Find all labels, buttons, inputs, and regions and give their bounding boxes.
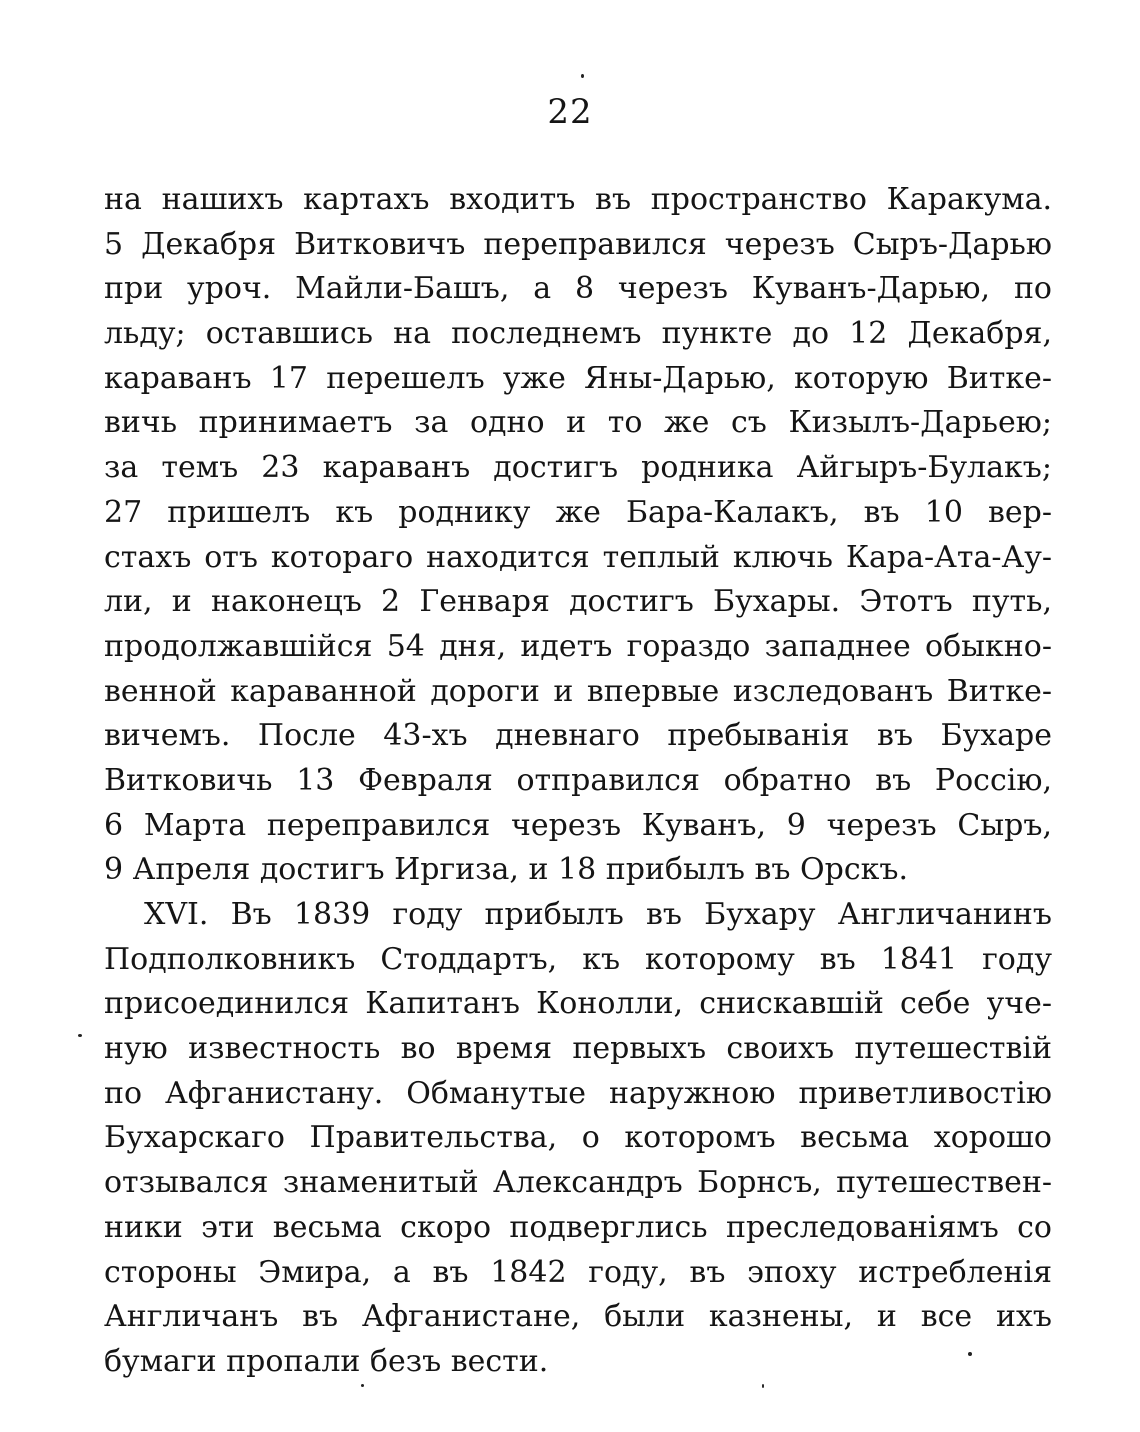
text-line: ли, и наконецъ 2 Генваря достигъ Бухары. Этотъ путь,: [104, 584, 1052, 620]
text-line: стороны Эмира, а въ 1842 году, въ эпоху истребленiя: [104, 1254, 1052, 1290]
scan-speck: [762, 1384, 764, 1388]
text-line: ники эти весьма скоро подверглись преследованiямъ со: [104, 1209, 1052, 1245]
text-line: 9 Апреля достигъ Иргиза, и 18 прибылъ въ Орскъ.: [104, 852, 909, 888]
text-line: вичь принимаетъ за одно и то же съ Кизылъ-Дарьею;: [104, 405, 1052, 441]
section-first-line: XVI. Въ 1839 году прибылъ въ Бухару Англичанинъ: [144, 897, 1052, 932]
text-line: льду; оставшись на последнемъ пункте до 12 Декабря,: [104, 316, 1052, 352]
text-line: Бухарскаго Правительства, о которомъ весьма хорошо: [104, 1120, 1052, 1156]
text-line: присоединился Капитанъ Конолли, снискавшiй себе уче-: [104, 986, 1052, 1022]
page-number: 22: [547, 92, 593, 132]
body-text: [104, 178, 1052, 1385]
text-line: отзывался знаменитый Александръ Борнсъ, путешествен-: [104, 1165, 1052, 1201]
text-line: на нашихъ картахъ входитъ въ пространство Каракума.: [104, 182, 1052, 217]
text-line: за темъ 23 караванъ достигъ родника Айгыръ-Булакъ;: [104, 450, 1052, 486]
scan-speck: [78, 1034, 82, 1037]
text-line: ную известность во время первыхъ своихъ путешествiй: [104, 1031, 1052, 1067]
text-line: по Афганистану. Обманутые наружною приветливостiю: [104, 1075, 1052, 1111]
text-line: караванъ 17 перешелъ уже Яны-Дарью, которую Витке-: [104, 360, 1052, 396]
text-line: Англичанъ въ Афганистане, были казнены, и все ихъ: [104, 1299, 1052, 1335]
text-line: вичемъ. После 43-хъ дневнаго пребыванiя въ Бухаре: [104, 718, 1052, 754]
text-line: стахъ отъ котораго находится теплый ключь Кара-Ата-Ау-: [104, 539, 1052, 575]
text-line: Витковичь 13 Февраля отправился обратно въ Россiю,: [104, 762, 1052, 798]
text-line: венной караванной дороги и впервые изследованъ Витке-: [104, 673, 1052, 709]
text-line: продолжавшiйся 54 дня, идетъ гораздо западнее обыкно-: [104, 628, 1052, 664]
text-line: бумаги пропали безъ вести.: [104, 1343, 549, 1379]
scan-speck: [581, 74, 584, 78]
text-line: при уроч. Майли-Башъ, а 8 черезъ Куванъ-Дарью, по: [104, 271, 1052, 307]
text-line: 5 Декабря Витковичъ переправился черезъ Сыръ-Дарью: [104, 226, 1052, 262]
scan-speck: [361, 1384, 364, 1387]
text-line: Подполковникъ Стоддартъ, къ которому въ 1841 году: [104, 941, 1052, 977]
scan-speck: [968, 1352, 972, 1356]
text-line: 27 пришелъ къ роднику же Бара-Калакъ, въ 10 вер-: [104, 494, 1052, 530]
text-line: 6 Марта переправился черезъ Куванъ, 9 черезъ Сыръ,: [104, 807, 1052, 843]
